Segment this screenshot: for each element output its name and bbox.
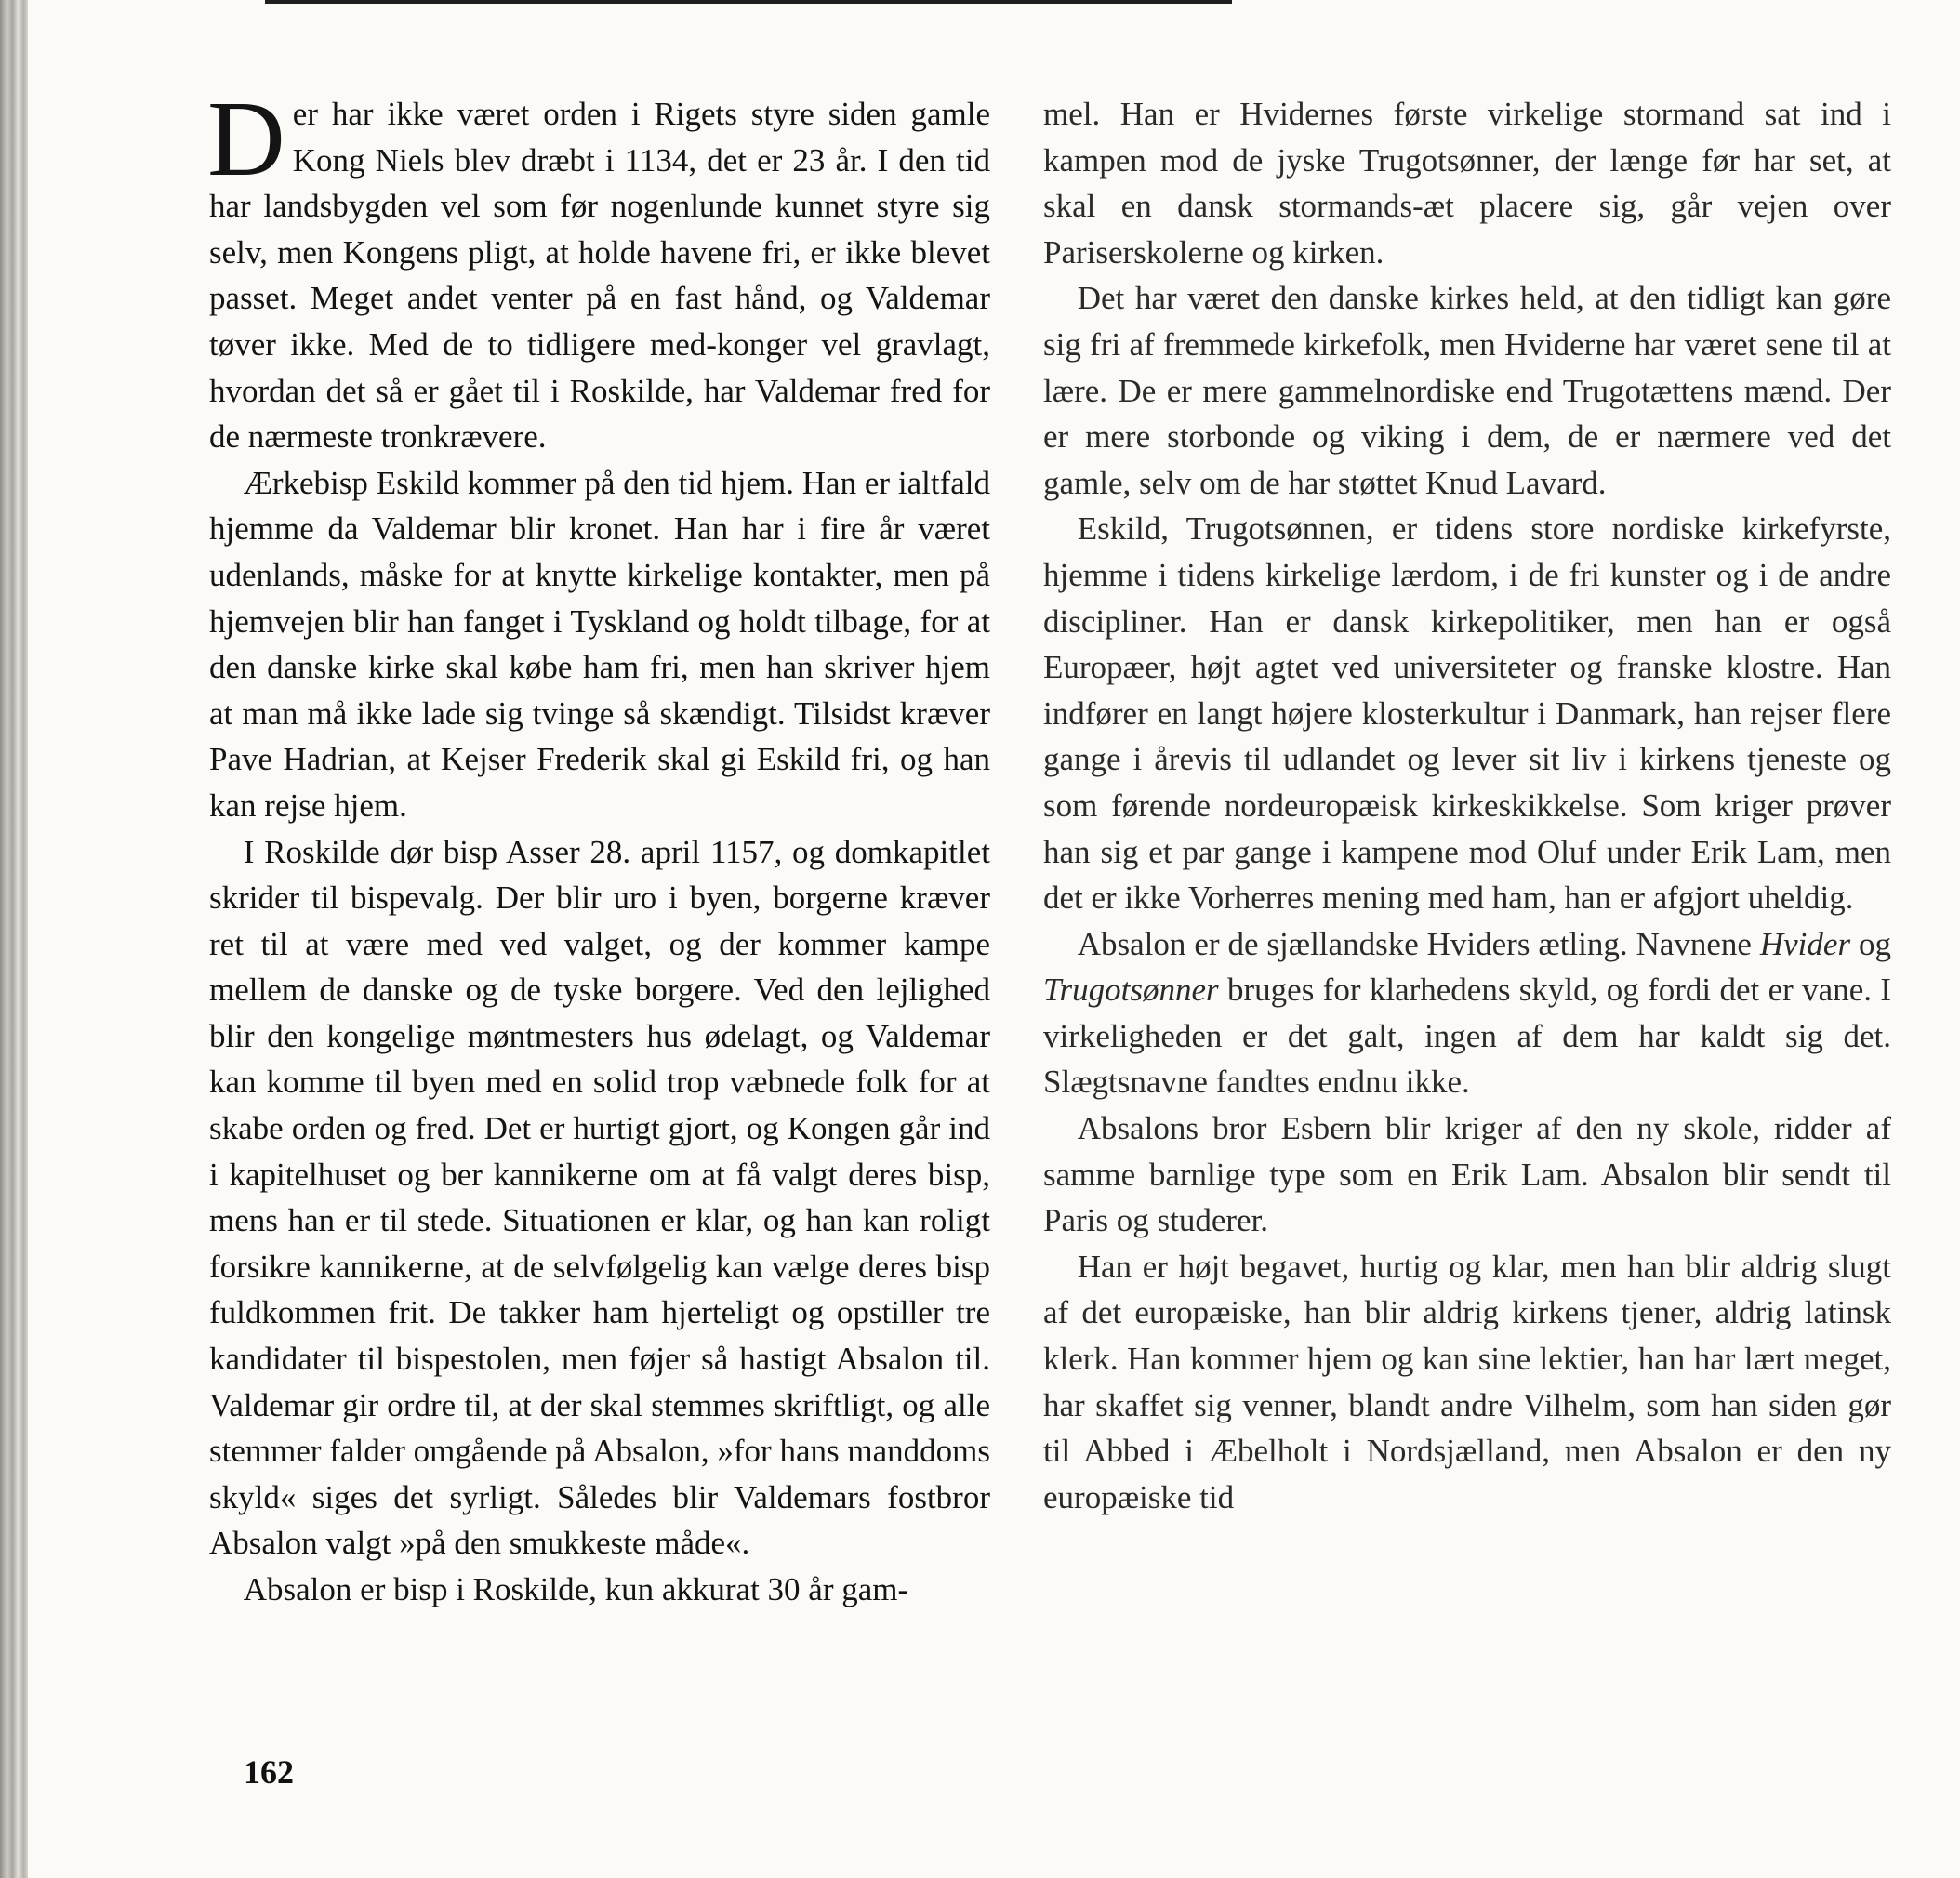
term-hvider: Hvider [1759,925,1851,962]
right-column [1043,91,1891,1520]
top-rule [265,0,1232,4]
paragraph-3: I Roskilde dør bisp Asser 28. april 1157, og domkapitlet skrider til bispevalg. Der blir uro i byen, borgerne kræver ret til at være med ved valget, og der kommer kampe mellem de danske og de tyske borgere. Ved den lejlighed blir den kongelige møntmesters hus ødelagt, og Valdemar kan komme til byen med en solid trop væbnede folk for at skabe orden og fred. Det er hurtigt gjort, og Kongen går ind i kapitelhuset og ber kannikerne om at få valgt deres bisp, mens han er til stede. Situationen er klar, og han kan roligt forsikre kannikerne, at de selvfølgelig kan vælge deres bisp fuldkommen frit. De takker ham hjerteligt og opstiller tre kandidater til bispestolen, men føjer så hastigt Absalon til. Valdemar gir ordre til, at der skal stemmes skriftligt, og alle stemmer falder omgående på Absalon, »for hans manddoms skyld« siges det syrligt. Således blir Valdemars fostbror Absalon valgt »på den smukkeste måde«. [209,833,990,1562]
paragraph-10: Han er højt begavet, hurtig og klar, men han blir aldrig slugt af det europæiske, han blir aldrig kirkens tjener, aldrig latinsk klerk. Han kommer hjem og kan sine lektier, han har lært meget, har skaffet sig venner, blandt andre Vilhelm, som han siden gør til Abbed i Æbelholt i Nordsjælland, men Absalon er den ny europæiske tid [1043,1248,1891,1515]
paragraph-8-mid: og [1850,925,1891,962]
paragraph-1-text: er har ikke været orden i Rigets styre siden gamle Kong Niels blev dræbt i 1134, det er 23 år. I den tid har landsbygden vel som før nogenlunde kunnet styre sig selv, men Kongens pligt, at holde havene fri, er ikke blevet passet. Meget andet venter på en fast hånd, og Valdemar tøver ikke. Med de to tidligere med-konger vel gravlagt, hvordan det så er gået til i Roskilde, har Valdemar fred for de nærmeste tronkrævere. [209,96,990,456]
paragraph-7: Eskild, Trugotsønnen, er tidens store nordiske kirkefyrste, hjemme i tidens kirkelige lærdom, i de fri kunster og i de andre discipliner. Han er dansk kirkepolitiker, men han er også Europæer, højt agtet ved universiteter og franske klostre. Han indfører en langt højere klosterkultur i Danmark, han rejser flere gange i årevis til udlandet og lever sit liv i kirkens tjeneste og som førende nordeuropæisk kirkeskikkelse. Som kriger prøver han sig et par gange i kampene mod Oluf under Erik Lam, men det er ikke Vorherres mening med ham, han er afgjort uheldig. [1043,510,1891,917]
left-column [207,80,990,1613]
paragraph-1 [207,80,990,460]
paragraph-4: Absalon er bisp i Roskilde, kun akkurat 30 år gam- [243,1571,909,1607]
paragraph-8-tail: bruges for klarhedens skyld, og fordi det er vane. I virkeligheden er det galt, ingen af dem har kaldt sig det. Slægtsnavne fandtes endnu ikke. [1043,972,1891,1101]
page-number: 162 [244,1753,294,1791]
book-page [28,0,1960,1878]
drop-cap: D [207,80,285,199]
paragraph-5: mel. Han er Hvidernes første virkelige stormand sat ind i kampen mod de jyske Trugotsønner, der længe før har set, at skal en dansk stormands-æt placere sig, går vejen over Pariserskolerne og kirken. [1043,96,1891,271]
paragraph-8 [1043,921,1891,1105]
paragraph-9: Absalons bror Esbern blir kriger af den ny skole, ridder af samme barnlige type som en Erik Lam. Absalon blir sendt til Paris og studerer. [1043,1110,1891,1239]
paragraph-2: Ærkebisp Eskild kommer på den tid hjem. Han er ialtfald hjemme da Valdemar blir kronet. Han har i fire år været udenlands, måske for at knytte kirkelige kontakter, men på hjemvejen blir han fanget i Tyskland og holdt tilbage, for at den danske kirke skal købe ham fri, men han skriver hjem at man må ikke lade sig tvinge så skændigt. Tilsidst kræver Pave Hadrian, at Kejser Frederik skal gi Eskild fri, og han kan rejse hjem. [209,464,990,824]
term-trugotsonner: Trugotsønner [1043,972,1219,1009]
paragraph-8-lead: Absalon er de sjællandske Hviders ætling. Navnene [1077,925,1760,962]
book-page-edge [0,0,28,1878]
paragraph-6: Det har været den danske kirkes held, at den tidligt kan gøre sig fri af fremmede kirkefolk, men Hviderne har været sene til at lære. De er mere gammelnordiske end Trugotættens mænd. Der er mere storbonde og viking i dem, de er nærmere ved det gamle, selv om de har støttet Knud Lavard. [1043,280,1891,501]
